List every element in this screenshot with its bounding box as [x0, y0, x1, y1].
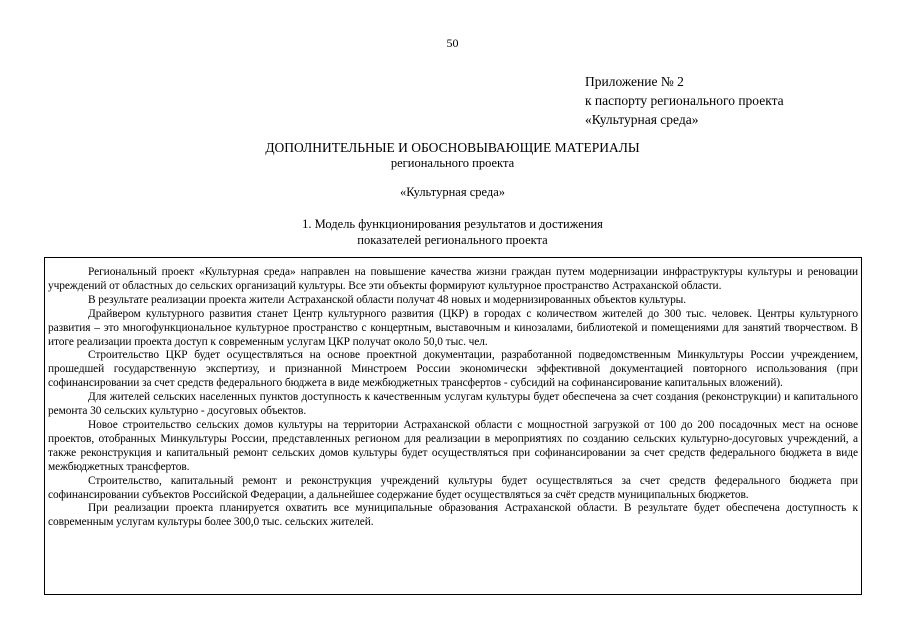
paragraph: Строительство, капитальный ремонт и реконструкция учреждений культуры будет осуществляться за счет средств федерального бюджета при софинансировании субъектов Российской Федерации, а дальнейшее содержание будет осуществляться за счёт средств муниципальных бюджетов. [48, 474, 858, 501]
content-box [44, 257, 862, 595]
document-title: ДОПОЛНИТЕЛЬНЫЕ И ОБОСНОВЫВАЮЩИЕ МАТЕРИАЛЫ [265, 140, 640, 155]
paragraph: Драйвером культурного развития станет Центр культурного развития (ЦКР) в городах с количеством жителей до 300 тыс. человек. Центры культурного развития – это многофункциональное культурное пространство с концертным, выставочным и кинозалами, библиотекой и помещениями для занятий творчеством. В итоге реализации проекта доступ к современным услугам ЦКР получат около 50,0 тыс. чел. [48, 307, 858, 348]
paragraph: Строительство ЦКР будет осуществляться на основе проектной документации, разработанной подведомственным Минкультуры России учреждением, прошедшей государственную экспертизу, и признанной Минстроем России экономически эффективной документацией повторного использования (при софинансировании за счет средств федерального бюджета в виде межбюджетных трансфертов - субсидий на софинансирование капитальных вложений). [48, 349, 858, 390]
paragraph: Для жителей сельских населенных пунктов доступность к качественным услугам культуры будет обеспечена за счет создания (реконструкции) и капитального ремонта 30 сельских культурно - досуговых объектов. [48, 391, 858, 418]
appendix-block [585, 72, 784, 129]
page-number: 50 [446, 36, 459, 50]
project-name: «Культурная среда» [399, 185, 506, 199]
document-subtitle: регионального проекта [390, 156, 515, 170]
paragraph: Новое строительство сельских домов культуры на территории Астраханской области с мощностной загрузкой от 100 до 200 посадочных мест на основе проектов, отобранных Минкультуры России, представленных регионом для реализации в мероприятиях по созданию сельских культурно-досуговых учреждений, а также реконструкция и капитальный ремонт сельских домов культуры будет осуществляться при софинансировании за счет средств федерального бюджета в виде межбюджетных трансфертов. [48, 418, 858, 473]
appendix-project-name: «Культурная среда» [585, 112, 699, 127]
section-title [0, 216, 905, 248]
appendix-reference: к паспорту регионального проекта [585, 93, 784, 108]
section-title-line-2: показателей регионального проекта [357, 233, 548, 247]
paragraph: При реализации проекта планируется охватить все муниципальные образования Астраханской области. В результате будет обеспечена доступность к современным услугам культуры более 300,0 тыс. сельских жителей. [48, 502, 858, 529]
section-title-line-1: 1. Модель функционирования результатов и достижения [302, 217, 603, 231]
paragraph: Региональный проект «Культурная среда» направлен на повышение качества жизни граждан путем модернизации инфраструктуры культуры и реновации учреждений от областных до сельских организаций культуры. Все эти объекты формируют культурное пространство Астраханской области. [48, 266, 858, 292]
paragraph: В результате реализации проекта жители Астраханской области получат 48 новых и модернизированных объектов культуры. [88, 293, 687, 306]
appendix-title: Приложение № 2 [585, 74, 684, 89]
